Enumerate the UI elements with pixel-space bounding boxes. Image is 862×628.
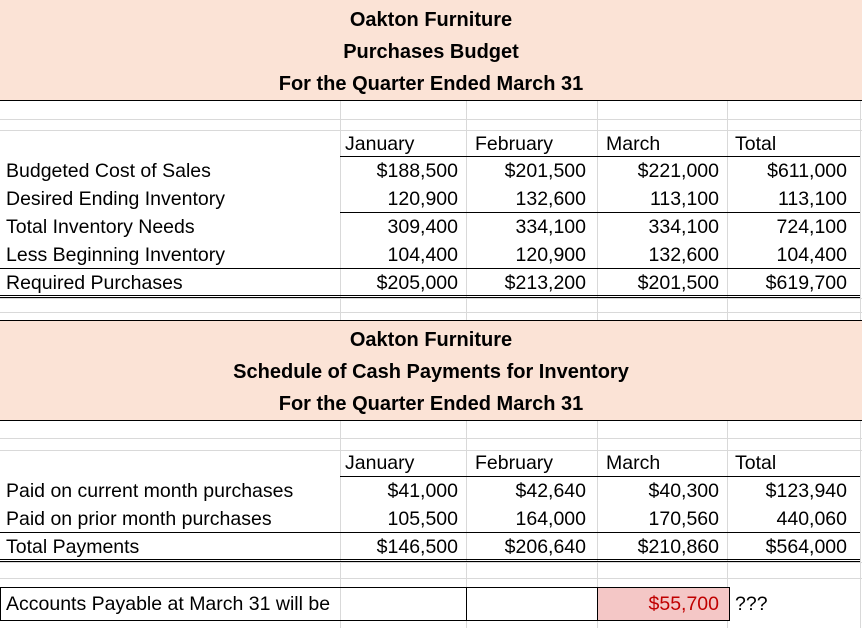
grid-row-line [0,312,862,313]
accounts-payable-row [0,590,862,618]
cell-march: 113,100 [649,188,719,210]
purchases-budget-title: Purchases Budget [343,41,519,63]
cell-total: $619,700 [765,272,847,294]
cell-total: $611,000 [767,160,847,182]
ap-box-bottom [0,620,730,621]
total-double-underline [0,295,860,296]
cell-february: 132,600 [515,188,586,210]
table-row [0,505,862,533]
cell-total: $564,000 [765,536,847,558]
row-label: Budgeted Cost of Sales [6,160,211,182]
total-double-underline [0,297,860,298]
grid-row-line [0,119,862,120]
header-border [0,320,862,321]
cell-january: $146,500 [376,536,458,558]
accounts-payable-note: ??? [735,593,768,615]
cell-january: $41,000 [387,480,458,502]
column-header-total: Total [735,133,777,155]
column-header-total: Total [735,452,777,474]
cell-february: $42,640 [515,480,586,502]
purchases-budget-company: Oakton Furniture [349,9,513,31]
row-label: Less Beginning Inventory [6,244,225,266]
cell-march: $40,300 [648,480,719,502]
purchases-budget-column-headers [0,130,862,158]
accounts-payable-value[interactable]: $55,700 [648,593,719,615]
table-row [0,477,862,505]
cell-february: 334,100 [515,216,586,238]
cell-total: 724,100 [776,216,847,238]
table-row [0,157,862,185]
row-label: Desired Ending Inventory [6,188,225,210]
cell-february: $206,640 [504,536,586,558]
grid-row-line [0,438,862,439]
cell-march: $210,860 [637,536,719,558]
header-border [0,420,862,421]
cell-february: $213,200 [504,272,586,294]
cell-total: $123,940 [765,480,847,502]
row-label: Paid on current month purchases [6,480,294,502]
cell-march: $201,500 [637,272,719,294]
row-label: Paid on prior month purchases [6,508,272,530]
column-header-january: January [345,133,415,155]
accounts-payable-label: Accounts Payable at March 31 will be [6,593,331,615]
cell-january: $188,500 [376,160,458,182]
cell-march: 170,560 [648,508,719,530]
purchases-budget-period: For the Quarter Ended March 31 [278,73,584,95]
row-label: Required Purchases [6,272,183,294]
table-row [0,241,862,269]
cell-march: $221,000 [637,160,719,182]
cell-january: 309,400 [387,216,458,238]
table-row [0,185,862,213]
grid-row-line [0,562,862,563]
table-row [0,213,862,241]
cash-payments-company: Oakton Furniture [349,329,513,351]
cell-total: 440,060 [776,508,847,530]
cash-payments-title: Schedule of Cash Payments for Inventory [233,361,629,383]
total-double-underline [0,559,860,560]
cell-february: 120,900 [515,244,586,266]
cell-february: $201,500 [504,160,586,182]
grid-row-line [0,578,862,579]
cell-january: 120,900 [387,188,458,210]
cash-payments-column-headers [0,449,862,477]
cash-payments-period: For the Quarter Ended March 31 [278,393,584,415]
row-label: Total Payments [6,536,140,558]
row-label: Total Inventory Needs [6,216,195,238]
table-row [0,533,862,561]
cell-february: 164,000 [515,508,586,530]
cell-january: $205,000 [376,272,458,294]
total-double-underline [0,561,860,562]
cell-january: 105,500 [387,508,458,530]
grid-row-line [0,298,862,299]
cell-total: 113,100 [777,188,847,210]
cell-march: 334,100 [648,216,719,238]
cell-january: 104,400 [387,244,458,266]
column-header-march: March [606,133,661,155]
column-header-february: February [475,452,554,474]
cell-march: 132,600 [648,244,719,266]
cell-total: 104,400 [776,244,847,266]
column-header-january: January [345,452,415,474]
column-header-february: February [475,133,554,155]
header-border [0,100,862,101]
column-header-march: March [606,452,661,474]
table-row [0,269,862,297]
